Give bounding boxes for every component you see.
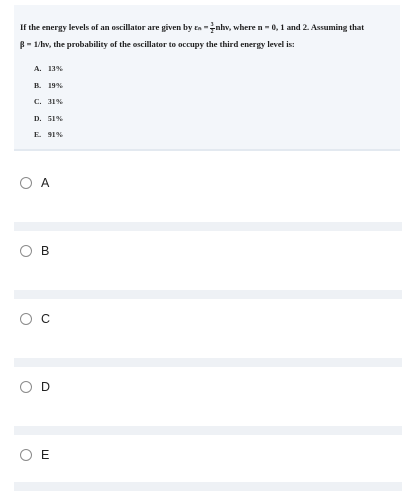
choice-item <box>34 61 63 78</box>
option-e-row[interactable] <box>14 442 402 472</box>
option-d-label[interactable]: D <box>41 380 51 394</box>
option-a-label[interactable]: A <box>41 176 50 190</box>
divider <box>14 426 402 435</box>
radio-b[interactable] <box>20 245 32 257</box>
option-e-label[interactable]: E <box>41 448 50 462</box>
choice-item <box>34 111 63 128</box>
choice-value: 51% <box>48 113 64 123</box>
choice-item <box>34 94 63 111</box>
radio-d[interactable] <box>20 381 32 393</box>
choice-letter: B. <box>34 80 41 90</box>
question-prefix: If the energy levels of an oscillator are given by <box>20 22 195 32</box>
question-line-1 <box>20 19 398 36</box>
energy-variable: εₙ <box>194 22 202 32</box>
equals-sign: = <box>203 22 209 32</box>
option-a-row[interactable] <box>14 170 402 200</box>
fraction <box>210 22 215 35</box>
radio-a[interactable] <box>20 177 32 189</box>
choice-letter: E. <box>34 130 41 140</box>
choice-letter: D. <box>34 113 42 123</box>
question-card <box>14 5 400 151</box>
question-suffix: nhν, where n = 0, 1 and 2. Assuming that <box>215 22 365 32</box>
choice-letter: C. <box>34 97 42 107</box>
option-b-label[interactable]: B <box>41 244 50 258</box>
choice-item <box>34 127 63 144</box>
option-c-row[interactable] <box>14 306 402 336</box>
choice-value: 31% <box>48 97 64 107</box>
option-d-row[interactable] <box>14 374 402 404</box>
choice-value: 19% <box>48 80 64 90</box>
divider <box>14 482 402 491</box>
choice-letter: A. <box>34 64 42 73</box>
fraction-numerator: 3 <box>210 21 214 28</box>
answer-choices-list <box>34 61 63 144</box>
choice-value: 91% <box>48 130 64 140</box>
radio-c[interactable] <box>20 313 32 325</box>
fraction-denominator: 2 <box>210 28 214 35</box>
question-line-2: β = 1/hν, the probability of the oscillator to occupy the third energy level is: <box>20 39 295 49</box>
divider <box>14 358 402 367</box>
choice-value: 13% <box>48 64 64 73</box>
option-c-label[interactable]: C <box>41 312 51 326</box>
option-b-row[interactable] <box>14 238 402 268</box>
divider <box>14 222 402 231</box>
divider <box>14 290 402 299</box>
choice-item <box>34 78 63 95</box>
radio-e[interactable] <box>20 449 32 461</box>
question-text <box>20 19 398 53</box>
